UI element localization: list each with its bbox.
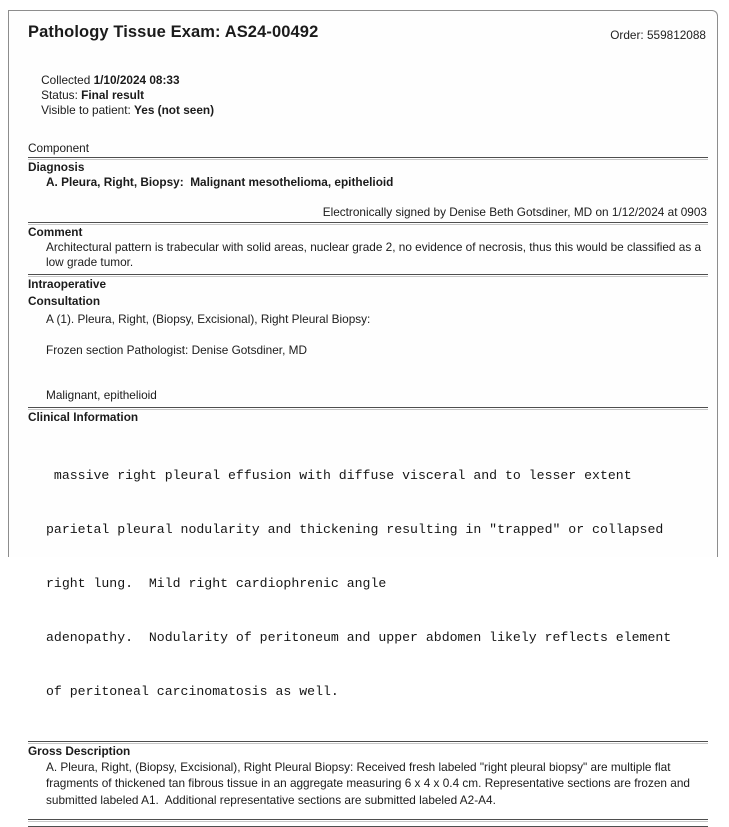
status-field	[41, 88, 144, 102]
status-value: Final result	[81, 88, 145, 102]
clinical-line: massive right pleural effusion with diffuse visceral and to lesser extent	[46, 467, 632, 483]
intraop-result-line: Malignant, epithelioid	[46, 388, 157, 402]
section-gross-description	[28, 744, 708, 809]
collected-label: Collected	[41, 73, 91, 87]
clinical-information-text	[28, 431, 708, 741]
section-intraoperative-consultation	[28, 277, 708, 407]
intraop-pathologist-line: Frozen section Pathologist: Denise Gotsdiner, MD	[46, 343, 307, 357]
divider	[28, 819, 708, 820]
report-header	[28, 21, 708, 43]
order-number: Order: 559812088	[610, 28, 706, 42]
collected-value: 1/10/2024 08:33	[93, 73, 180, 87]
component-column-header: Component	[28, 141, 89, 155]
visible-to-patient-field	[41, 103, 214, 117]
section-clinical-information	[28, 410, 708, 741]
result-meta	[28, 58, 708, 133]
intraop-heading-line-1: Intraoperative	[28, 277, 107, 291]
gross-description-text: A. Pleura, Right, (Biopsy, Excisional), Right Pleural Biopsy: Received fresh labeled "right pleural biopsy" are multiple flat fragments of thickened tan fibrous tissue in an aggregate measuring 6 x 4 x 0.4 cm. Representative sections are frozen and submitted labeled A1. Additional representative sections are submitted labeled A2-A4.	[46, 760, 694, 807]
intraop-heading-line-2: Consultation	[28, 293, 101, 308]
section-diagnosis	[28, 160, 708, 222]
clinical-line: parietal pleural nodularity and thickening resulting in "trapped" or collapsed	[46, 521, 664, 537]
diagnosis-finding: A. Pleura, Right, Biopsy: Malignant mesothelioma, epithelioid	[46, 174, 394, 189]
divider	[28, 407, 708, 408]
clinical-line: of peritoneal carcinomatosis as well.	[46, 683, 339, 699]
pathology-report	[8, 10, 718, 807]
divider	[28, 741, 708, 742]
divider	[28, 157, 708, 158]
clinical-line: adenopathy. Nodularity of peritoneum and upper abdomen likely reflects element	[46, 629, 672, 645]
gross-description-heading: Gross Description	[28, 743, 131, 758]
intraop-specimen-line: A (1). Pleura, Right, (Biopsy, Excisional), Right Pleural Biopsy:	[46, 312, 371, 326]
divider	[28, 274, 708, 275]
collected-field	[41, 73, 179, 87]
section-comment	[28, 225, 708, 275]
divider	[28, 222, 708, 223]
status-label: Status:	[41, 88, 78, 102]
diagnosis-heading: Diagnosis	[28, 160, 85, 174]
clinical-information-heading: Clinical Information	[28, 410, 139, 424]
visible-value: Yes (not seen)	[134, 103, 215, 117]
visible-label: Visible to patient:	[41, 103, 131, 117]
page-title: Pathology Tissue Exam: AS24-00492	[28, 23, 319, 41]
clinical-line: right lung. Mild right cardiophrenic angle	[46, 575, 387, 591]
comment-heading: Comment	[28, 224, 83, 239]
signature-line: Electronically signed by Denise Beth Gotsdiner, MD on 1/12/2024 at 0903	[322, 204, 707, 219]
comment-text: Architectural pattern is trabecular with solid areas, nuclear grade 2, no evidence of necrosis, thus this would be classified as a low grade tumor.	[46, 240, 705, 269]
